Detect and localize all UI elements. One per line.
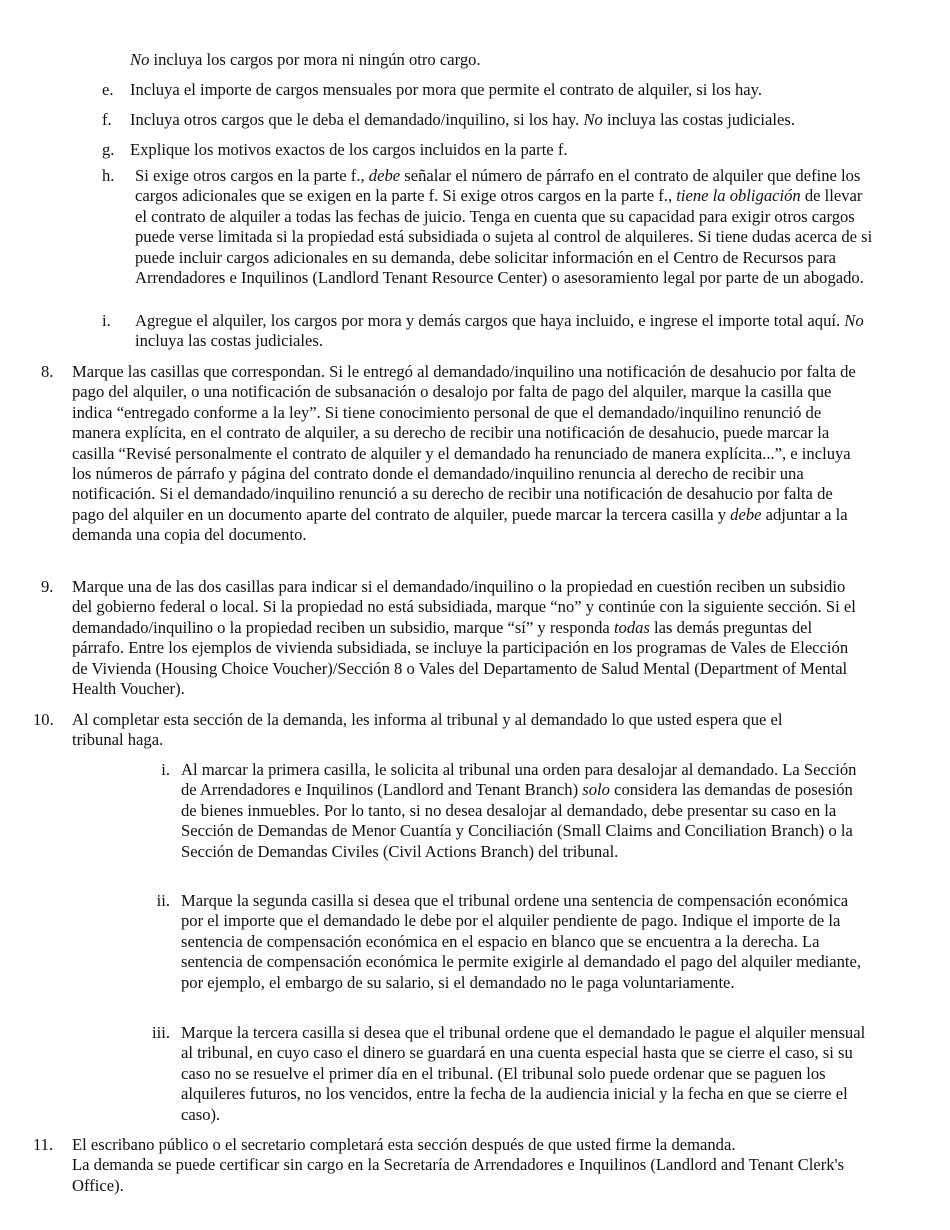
text-run: las demás preguntas del párrafo. Entre los ejemplos de vivienda subsidiada, se incluye la participación en los programas de Vales de Elección de Vivienda (Housing Choice Voucher)/Sección 8 o Vales del Departamento de Salud Mental (Department of Mental Health Voucher). [72,617,849,699]
roman-label: i. [161,760,170,779]
continuation-text [130,50,930,70]
roman-label: ii. [156,891,170,910]
sub-item-label: f. [102,110,112,129]
text-run: Agregue el alquiler, los cargos por mora y demás cargos que haya incluido, e ingrese el importe total aquí. [135,311,845,330]
text-run: señalar el número de párrafo en el contrato de alquiler que define los cargos adicionales que se exigen en la parte f. Si exige otros cargos en la parte f., [135,166,861,206]
item-text [72,1135,872,1196]
item-text [72,362,867,546]
item-text [72,577,862,699]
text-run: Incluya el importe de cargos mensuales por mora que permite el contrato de alquiler, si los hay. [130,80,762,99]
text-run: Marque las casillas que correspondan. Si le entregó al demandado/inquilino una notificación de desahucio por falta de pago del alquiler, o una notificación de subsanación o desalojo por falta de pago del alquiler, marque la casilla que indica “entregado conforme a la ley”. Si tiene conocimiento personal de que el demandado/inquilino renunció de manera explícita, en el contrato de alquiler, a su derecho de recibir una notificación de desahucio, puede marcar la casilla “Revisé personalmente el contrato de alquiler y el demandado ha renunciado de manera explícita...”, e incluya los números de párrafo y página del contrato donde el demandado/inquilino renuncia al derecho de recibir una notificación. Si el demandado/inquilino renunció a su derecho de recibir una notificación de desahucio por falta de pago del alquiler en un documento aparte del contrato de alquiler, puede marcar la tercera casilla y [72,362,856,524]
text-run: incluya las costas judiciales. [135,331,324,351]
text-run: Al completar esta sección de la demanda, les informa al tribunal y al demandado lo que usted espera que el tribunal haga. [72,710,783,750]
item-11-line-2: La demanda se puede certificar sin cargo en la Secretaría de Arrendadores e Inquilinos (Landlord and Tenant Clerk's Office). [72,1155,845,1195]
item-number: 9. [41,577,54,596]
emphasis-text: tiene la obligación [676,186,801,206]
sub-item-text [135,311,865,352]
text-run: Marque la segunda casilla si desea que el tribunal ordene una sentencia de compensación económica por el importe que el demandado le debe por el alquiler pendiente de pago. Indique el importe de la sentencia de compensación económica en el espacio en blanco que se encuentra a la derecha. La sentencia de compensación económica le permite exigirle al demandado el pago del alquiler mediante, por ejemplo, el embargo de su salario, si el demandado no le paga voluntariamente. [181,891,862,992]
emphasis-text: debe [730,504,762,524]
emphasis-text: todas [613,617,650,637]
item-number: 10. [33,710,54,729]
text-run: de llevar el contrato de alquiler a todas las fechas de juicio. Tenga en cuenta que su capacidad para exigir otros cargos puede verse limitada si la propiedad está subsidiada o sujeta al control de alquileres. Si tiene dudas acerca de si puede incluir cargos adicionales en su demanda, debe solicitar información en el Centro de Recursos para Arrendadores e Inquilinos (Landlord Tenant Resource Center) o asesoramiento legal por parte de un abogado. [135,186,873,288]
sub-item-text [135,166,875,288]
sub-item-label: e. [102,80,114,99]
text-run: Incluya otros cargos que le deba el demandado/inquilino, si los hay. [130,110,584,129]
emphasis-text: debe [368,166,401,185]
emphasis-text: No [844,311,864,330]
roman-text [181,1023,871,1125]
sub-item-label: h. [102,166,115,185]
text-run: Si exige otros cargos en la parte f., [135,166,369,185]
sub-item-label: i. [102,311,111,330]
roman-text [181,891,871,993]
emphasis-text: No [583,110,603,129]
item-number: 8. [41,362,54,381]
text-run: considera las demandas de posesión de bienes inmuebles. Por lo tanto, si no desea desalojar al demandado, debe presentar su caso en la Sección de Demandas de Menor Cuantía y Conciliación (Small Claims and Conciliation Branch) o la Sección de Demandas Civiles (Civil Actions Branch) del tribunal. [181,780,853,861]
emphasis-text: solo [582,780,610,800]
emphasis-text: No [130,50,150,69]
text-run: Explique los motivos exactos de los cargos incluidos en la parte f. [130,140,568,159]
sub-item-label: g. [102,140,115,159]
item-11-line-1: El escribano público o el secretario completará esta sección después de que usted firme la demanda. [72,1135,736,1154]
text-run: Marque la tercera casilla si desea que el tribunal ordene que el demandado le pague el alquiler mensual al tribunal, en cuyo caso el dinero se guardará en una cuenta especial hasta que se cierre el caso, si su caso no se resuelve el primer día en el tribunal. (El tribunal solo puede ordenar que se paguen los alquileres futuros, no los vencidos, entre la fecha de la audiencia inicial y la fecha en que se cierre el caso). [181,1023,866,1124]
item-number: 11. [33,1135,54,1154]
roman-text [181,760,871,862]
sub-item-text [130,140,920,160]
text-run: incluya los cargos por mora ni ningún otro cargo. [149,50,481,69]
sub-item-text [130,80,920,100]
sub-item-text [130,110,920,130]
text-run: Marque una de las dos casillas para indicar si el demandado/inquilino o la propiedad en cuestión reciben un subsidio del gobierno federal o local. Si la propiedad no está subsidiada, marque “no” y continúe con la siguiente sección. Si el demandado/inquilino o la propiedad reciben un subsidio, marque “sí” y responda [72,577,856,637]
text-run: incluya las costas judiciales. [602,110,795,129]
roman-label: iii. [152,1023,170,1042]
item-text [72,710,832,751]
text-run: adjuntar a la demanda una copia del documento. [72,504,848,545]
text-run: Al marcar la primera casilla, le solicita al tribunal una orden para desalojar al demandado. La Sección de Arrendadores e Inquilinos (Landlord and Tenant Branch) [181,760,857,800]
